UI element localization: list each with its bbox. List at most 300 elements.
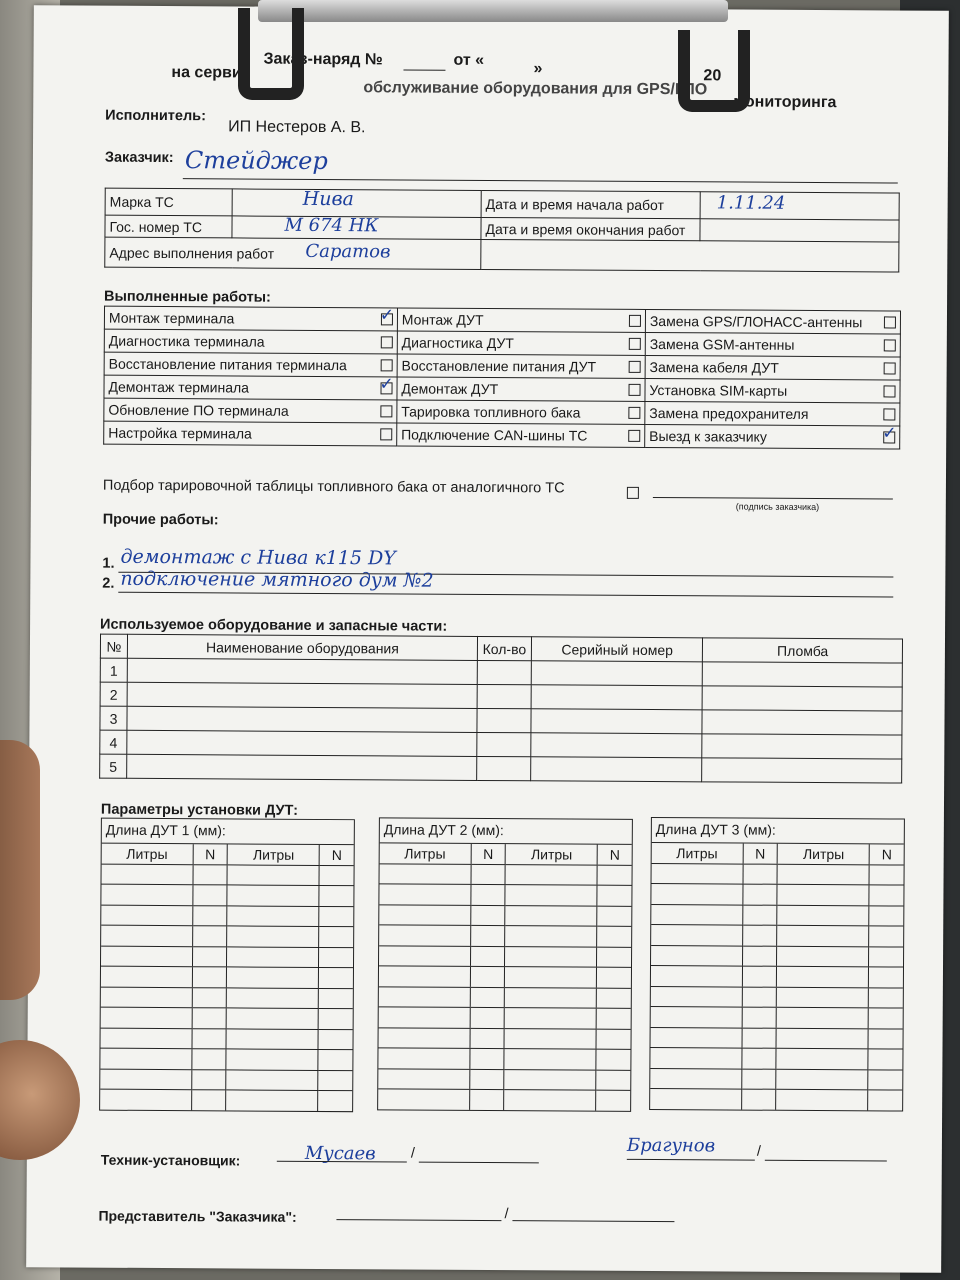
dut-cell [470, 905, 505, 926]
plate-label: Гос. номер ТС [105, 215, 232, 238]
dut-cell [101, 925, 192, 946]
dut-cell [742, 966, 777, 987]
work-item-label: Установка SIM-карты [649, 381, 788, 399]
dut-cell [777, 987, 869, 1008]
customer-value: Стейджер [184, 146, 328, 176]
dut-row [651, 986, 903, 1008]
work-item-checkbox[interactable] [629, 315, 641, 327]
dut-cell [191, 1069, 226, 1090]
dut-row [101, 946, 353, 968]
signature-caption: (подпись заказчика) [735, 501, 820, 513]
dut-cell [192, 926, 227, 947]
dut-cell [742, 1007, 777, 1028]
dut-cell [505, 946, 597, 967]
equipment-cell [531, 685, 703, 710]
equipment-cell [127, 682, 477, 708]
dut-row [651, 945, 903, 967]
dut-cell [379, 945, 470, 966]
dut-cell [227, 1008, 319, 1029]
dut-col-header: N [320, 845, 354, 865]
dut-cell [742, 884, 777, 905]
dut-cell [776, 1069, 868, 1090]
dut-cell [379, 986, 470, 1007]
dut-row [379, 966, 631, 988]
dut-cell [379, 884, 470, 905]
rep-label: Представитель "Заказчика": [98, 1207, 297, 1225]
dut-cell [101, 966, 192, 987]
work-item-label: Обновление ПО терминала [108, 401, 289, 419]
dut-cell [191, 1049, 226, 1070]
clipboard-clip [238, 0, 738, 110]
work-item-checkbox[interactable] [883, 431, 895, 443]
dut-cell [742, 1028, 777, 1049]
dut-cell [226, 1049, 318, 1070]
dut-cell [596, 1090, 630, 1111]
equipment-cell [703, 662, 903, 687]
work-item-col3-4 [645, 378, 900, 403]
tech-line-4 [765, 1160, 887, 1162]
dut-col-header: N [743, 844, 778, 864]
dut-cell [101, 884, 192, 905]
clip-bar [258, 0, 728, 22]
dut-cell [652, 863, 743, 884]
dut-col-header: Литры [652, 843, 743, 864]
other-work-line-2 [118, 592, 893, 598]
equipment-cell [127, 754, 477, 780]
equipment-header-1: № [100, 634, 127, 658]
dut-row [651, 884, 903, 906]
dut-row [101, 925, 353, 947]
dut-cell [319, 988, 353, 1009]
dut-block-2 [377, 817, 633, 1112]
dut-block-1 [99, 818, 355, 1113]
dut-cell [597, 947, 631, 968]
dut-cell [776, 1089, 868, 1110]
work-item-checkbox[interactable] [883, 385, 895, 397]
dut-cell [505, 926, 597, 947]
dut-cell [101, 864, 192, 885]
work-item-col1-5 [104, 398, 397, 423]
address-empty [481, 239, 899, 272]
dut-cell [597, 1008, 631, 1029]
dut-row [650, 1048, 902, 1070]
dut-cell [868, 1028, 902, 1049]
dut-cell [597, 988, 631, 1009]
work-item-col1-3 [104, 352, 397, 377]
other-work-text-2: подключение мятного дум №2 [120, 567, 434, 592]
dut-row [101, 966, 353, 988]
works-table [103, 306, 901, 450]
dut-cell [469, 1048, 504, 1069]
dut-cell [379, 1007, 470, 1028]
dut-row [100, 1028, 352, 1050]
equipment-cell [702, 758, 902, 783]
dut-cell [597, 967, 631, 988]
dut-cell [777, 905, 869, 926]
equipment-cell [531, 733, 703, 758]
dut-cell [319, 926, 353, 947]
work-item-col2-4 [397, 377, 645, 402]
subtitle-right: мониторинга [733, 93, 837, 112]
dut-cell [379, 925, 470, 946]
dut-cell [227, 926, 319, 947]
start-value: 1.11.24 [716, 192, 786, 214]
work-item-col1-6 [104, 421, 397, 446]
dut-row [100, 1048, 352, 1070]
dut-row [379, 945, 631, 967]
start-value-cell [700, 192, 899, 220]
title-from: от « [453, 51, 485, 69]
dut-row [101, 987, 353, 1009]
dut-cell [597, 865, 631, 886]
dut-cell [742, 905, 777, 926]
equipment-cell [127, 730, 477, 756]
dut-row [100, 1069, 352, 1091]
dut-cell [378, 1048, 469, 1069]
dut-cell [869, 864, 903, 885]
work-item-col1-4 [104, 375, 397, 400]
dut-cell [869, 987, 903, 1008]
dut-cell [651, 904, 742, 925]
equipment-table [99, 634, 903, 784]
brand-label: Марка ТС [105, 188, 232, 216]
dut-cell [192, 905, 227, 926]
other-works-title: Прочие работы: [102, 511, 219, 529]
dut-cell [505, 905, 597, 926]
executor-value: ИП Нестеров А. В. [228, 118, 366, 137]
dut-cell [318, 1070, 352, 1091]
dut-cell [650, 1068, 741, 1089]
dut-cell [227, 967, 319, 988]
dut-cell [378, 1068, 469, 1089]
work-item-checkbox[interactable] [381, 313, 393, 325]
dut-table [100, 844, 354, 1112]
work-item-label: Восстановление питания терминала [108, 355, 347, 374]
dut-row [650, 1089, 902, 1111]
dut-cell [470, 987, 505, 1008]
dut-cell [319, 1008, 353, 1029]
dut-row [379, 904, 631, 926]
dut-row [379, 1027, 631, 1049]
dut-col-header: N [193, 844, 228, 864]
dut-cell [505, 987, 597, 1008]
dut-cell [380, 863, 471, 884]
dut-col-header: Литры [506, 844, 598, 865]
equipment-row-number: 5 [100, 754, 127, 778]
work-item-checkbox[interactable] [381, 336, 393, 348]
dut-cell [470, 925, 505, 946]
dut-cell [101, 905, 192, 926]
dut-row [651, 904, 903, 926]
dut-cell [777, 966, 869, 987]
end-value [700, 219, 899, 242]
dut-row [651, 925, 903, 947]
equipment-cell [477, 756, 531, 780]
dut-col-header: Литры [380, 843, 471, 864]
dut-cell [505, 967, 597, 988]
other-work-num-2: 2. [102, 575, 115, 592]
dut-row [651, 966, 903, 988]
work-item-col1-1 [104, 306, 397, 331]
title-close: » [533, 60, 543, 78]
work-item-col2-5 [397, 400, 645, 425]
equipment-cell [127, 658, 477, 684]
dut-cell [650, 1048, 741, 1069]
work-item-label: Подключение CAN-шины ТС [401, 426, 588, 444]
work-order-sheet [26, 5, 949, 1273]
dut-cell [100, 1089, 191, 1110]
dut-col-header: Литры [228, 844, 320, 865]
plate-value: М 674 НК [284, 214, 379, 237]
tech-slash-2: / [756, 1143, 761, 1160]
tech-signature-2: Брагунов [626, 1134, 716, 1157]
equipment-row-number: 2 [100, 682, 127, 706]
dut-cell [505, 864, 597, 885]
dut-cell [777, 1007, 869, 1028]
equipment-cell [477, 732, 531, 756]
dut-cell [379, 904, 470, 925]
tariff-checkbox[interactable] [627, 487, 639, 499]
dut-cell [192, 987, 227, 1008]
dut-cell [597, 926, 631, 947]
dut-cell [741, 1069, 776, 1090]
dut-cell [319, 906, 353, 927]
dut-cell [226, 1090, 318, 1111]
dut-cell [227, 885, 319, 906]
dut-cell [742, 987, 777, 1008]
work-item-col3-1 [645, 309, 900, 334]
dut-cell [505, 885, 597, 906]
dut-cell [470, 946, 505, 967]
work-item-label: Диагностика ДУТ [401, 334, 514, 352]
dut-cell [650, 1089, 741, 1110]
clip-left-arm [238, 8, 304, 100]
address-label: Адрес выполнения работ [109, 244, 275, 262]
work-item-checkbox[interactable] [380, 428, 392, 440]
dut-row [378, 1048, 630, 1070]
equipment-header-5: Пломба [703, 638, 903, 663]
dut-cell [505, 1008, 597, 1029]
address-value: Саратов [305, 240, 391, 263]
dut-row [651, 1027, 903, 1049]
work-item-label: Замена кабеля ДУТ [649, 358, 779, 376]
work-item-col3-3 [645, 355, 900, 380]
work-item-checkbox[interactable] [380, 359, 392, 371]
dut-cell [318, 1049, 352, 1070]
dut-cell [868, 1069, 902, 1090]
dut-cell [777, 864, 869, 885]
dut-cell [192, 1008, 227, 1029]
dut-cell [378, 1089, 469, 1110]
dut-col-header: Литры [778, 844, 870, 865]
dut-row [101, 864, 353, 886]
work-item-col3-5 [645, 401, 900, 426]
dut-cell [193, 864, 228, 885]
dut-length-label: Длина ДУТ 3 (мм): [652, 818, 904, 845]
executor-label: Исполнитель: [105, 107, 206, 125]
work-item-label: Монтаж терминала [108, 309, 235, 327]
customer-label: Заказчик: [104, 149, 174, 167]
customer-line [183, 178, 898, 183]
dut-cell [319, 947, 353, 968]
title-prefix: Заказ-наряд № [263, 50, 383, 69]
equipment-row-number: 1 [100, 658, 127, 682]
work-item-label: Выезд к заказчику [649, 427, 767, 445]
dut-cell [597, 885, 631, 906]
dut-cell [318, 1090, 352, 1111]
dut-cell [470, 1007, 505, 1028]
dut-cell [777, 884, 869, 905]
equipment-header-4: Серийный номер [531, 637, 703, 662]
dut-cell [651, 925, 742, 946]
work-item-checkbox[interactable] [629, 338, 641, 350]
work-item-label: Восстановление питания ДУТ [401, 357, 597, 375]
work-item-col1-2 [104, 329, 397, 354]
tech-slash-1: / [410, 1145, 415, 1162]
dut-cell [504, 1069, 596, 1090]
dut-cell [192, 967, 227, 988]
dut-cell [470, 966, 505, 987]
address-cell [105, 237, 481, 269]
dut-cell [226, 1028, 318, 1049]
dut-cell [776, 1028, 868, 1049]
dut-cell [869, 885, 903, 906]
dut-block-3 [649, 817, 905, 1112]
dut-cell [191, 1090, 226, 1111]
dut-cell [471, 864, 506, 885]
work-item-col2-3 [397, 354, 645, 379]
other-work-text-1: демонтаж с Нива к115 DY [120, 545, 396, 570]
dut-cell [742, 925, 777, 946]
dut-cell [470, 884, 505, 905]
work-item-checkbox[interactable] [884, 339, 896, 351]
dut-row [378, 1089, 630, 1111]
vehicle-table [104, 188, 899, 273]
equipment-cell [477, 660, 531, 684]
dut-row [101, 884, 353, 906]
work-item-checkbox[interactable] [380, 382, 392, 394]
dut-cell [597, 906, 631, 927]
dut-cell [192, 1028, 227, 1049]
other-work-num-1: 1. [102, 555, 115, 572]
equipment-row [100, 754, 902, 783]
dut-cell [777, 925, 869, 946]
dut-row [378, 1068, 630, 1090]
dut-cell [596, 1049, 630, 1070]
dut-cell [651, 1007, 742, 1028]
dut-col-header: N [870, 844, 904, 864]
end-label: Дата и время окончания работ [481, 217, 700, 240]
dut-cell [192, 885, 227, 906]
work-item-label: Монтаж ДУТ [401, 311, 484, 328]
work-item-label: Замена предохранителя [649, 404, 809, 422]
dut-cell [192, 946, 227, 967]
work-item-label: Замена GPS/ГЛОНАСС-антенны [649, 312, 863, 331]
title-year: 20 [703, 67, 722, 85]
tariff-label: Подбор тарировочной таблицы топливного бака от аналогичного ТС [102, 477, 565, 497]
equipment-cell [477, 708, 531, 732]
dut-cell [651, 884, 742, 905]
dut-cell [227, 987, 319, 1008]
dut-cell [743, 864, 778, 885]
dut-cell [868, 1049, 902, 1070]
dut-cell [651, 1027, 742, 1048]
dut-cell [100, 1028, 191, 1049]
equipment-header-3: Кол-во [477, 636, 531, 660]
equipment-cell [531, 757, 703, 782]
customer-signature-line [653, 497, 893, 499]
dut-cell [777, 946, 869, 967]
dut-row [651, 1007, 903, 1029]
tech-line-2 [419, 1162, 539, 1164]
dut-table [650, 843, 904, 1111]
work-item-checkbox[interactable] [884, 316, 896, 328]
dut-row [652, 863, 904, 885]
work-item-checkbox[interactable] [883, 408, 895, 420]
finger [0, 740, 40, 1000]
work-item-checkbox[interactable] [628, 407, 640, 419]
dut-row [650, 1068, 902, 1090]
work-item-col3-6 [645, 424, 900, 449]
dut-cell [504, 1028, 596, 1049]
works-title: Выполненные работы: [104, 288, 271, 306]
work-item-col3-2 [645, 332, 900, 357]
work-item-label: Настройка терминала [108, 424, 252, 442]
rep-slash: / [504, 1206, 509, 1223]
dut-cell [227, 905, 319, 926]
dut-cell [868, 1090, 902, 1111]
dut-cell [379, 1027, 470, 1048]
equipment-cell [702, 710, 902, 735]
dut-row [379, 1007, 631, 1029]
dut-title: Параметры установки ДУТ: [100, 801, 299, 819]
dut-col-header: N [471, 844, 506, 864]
tech-signature-1: Мусаев [304, 1142, 376, 1165]
brand-value: Нива [302, 187, 354, 211]
tech-label: Техник-установщик: [100, 1151, 241, 1169]
dut-col-header: Литры [102, 844, 193, 865]
dut-cell [100, 1069, 191, 1090]
dut-cell [101, 946, 192, 967]
dut-cell [101, 1007, 192, 1028]
dut-length-label: Длина ДУТ 2 (мм): [380, 818, 632, 845]
dut-cell [741, 1089, 776, 1110]
dut-cell [741, 1048, 776, 1069]
work-item-label: Тарировка топливного бака [401, 403, 581, 421]
rep-line-2 [512, 1220, 674, 1222]
clip-right-arm [678, 30, 750, 112]
work-item-checkbox[interactable] [884, 362, 896, 374]
work-item-checkbox[interactable] [628, 384, 640, 396]
work-item-checkbox[interactable] [629, 361, 641, 373]
dut-cell [319, 865, 353, 886]
work-item-checkbox[interactable] [380, 405, 392, 417]
dut-row [379, 986, 631, 1008]
dut-cell [227, 864, 319, 885]
equipment-row-number: 4 [100, 730, 127, 754]
dut-cell [742, 946, 777, 967]
work-item-label: Замена GSM-антенны [649, 335, 795, 353]
equipment-cell [703, 686, 903, 711]
plate-value-cell [232, 216, 481, 240]
dut-cell [226, 1069, 318, 1090]
equipment-cell [702, 734, 902, 759]
dut-cell [596, 1029, 630, 1050]
dut-cell [504, 1090, 596, 1111]
dut-cell [776, 1048, 868, 1069]
dut-row [379, 884, 631, 906]
work-item-checkbox[interactable] [628, 430, 640, 442]
